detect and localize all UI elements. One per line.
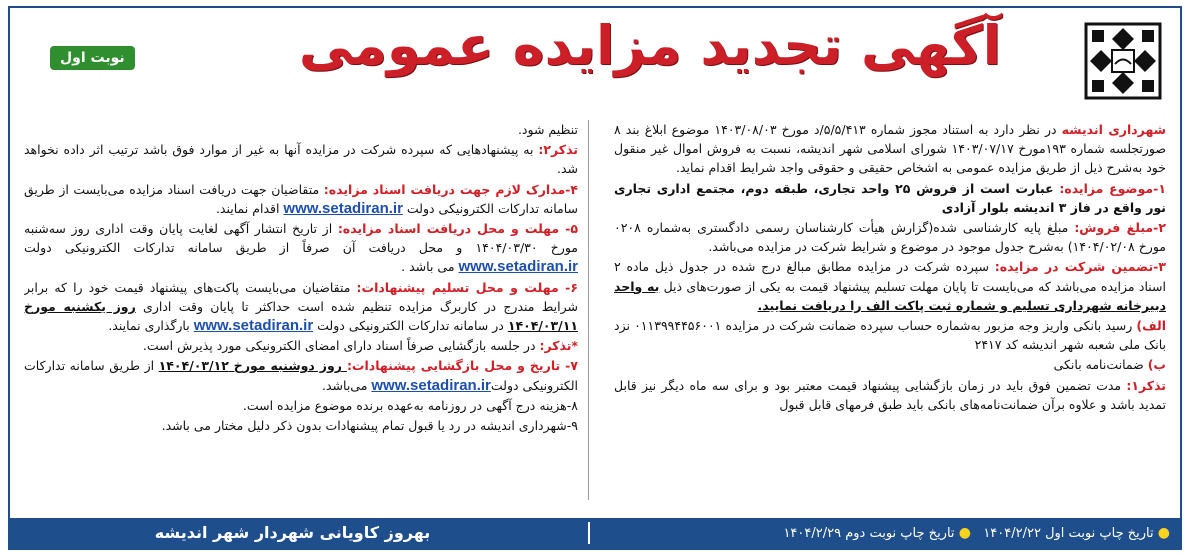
municipality-logo-icon bbox=[1084, 22, 1162, 100]
signature-note-paragraph bbox=[24, 336, 578, 355]
mayor-signature: بهروز کاویانی شهردار شهر اندیشه bbox=[154, 523, 431, 542]
note2-paragraph bbox=[24, 140, 578, 178]
note2-text: به پیشنهادهایی که سپرده شرکت در مزایده آنها به غیر از موارد فوق باشد ترتیب اثر داده نخواهد شد. bbox=[24, 142, 578, 177]
note1-label: تذکر۱: bbox=[1126, 377, 1166, 393]
opening-date: روز دوشنبه مورخ ۱۴۰۴/۰۳/۱۲ bbox=[158, 358, 347, 374]
bullet-icon: ● bbox=[1157, 525, 1170, 541]
rights-text: ۹-شهرداری اندیشه در رد یا قبول تمام پیشنهادات بدون ذکر دلیل مختار می باشد. bbox=[161, 418, 578, 434]
setadiran-link[interactable]: www.setadiran.ir bbox=[371, 376, 491, 394]
ad-body bbox=[10, 120, 1180, 518]
guarantee-label: ۳-تضمین شرکت در مزایده: bbox=[994, 259, 1166, 275]
option-b-text: ضمانت‌نامه بانکی bbox=[1053, 357, 1148, 373]
documents-label: ۴-مدارک لازم جهت دریافت اسناد مزایده: bbox=[323, 181, 579, 197]
footer-divider bbox=[588, 522, 590, 544]
continuation-paragraph bbox=[24, 120, 578, 139]
option-a-label: الف) bbox=[1136, 318, 1166, 334]
option-a-paragraph bbox=[614, 316, 1166, 354]
opening-tail: می‌باشد. bbox=[322, 377, 372, 393]
submission-label: ۶- مهلت و محل تسلیم پیشنهادات: bbox=[356, 279, 578, 295]
first-print-date: تاریخ چاپ نوبت اول ۱۴۰۴/۲/۲۲ bbox=[983, 526, 1154, 541]
setadiran-link[interactable]: www.setadiran.ir bbox=[193, 317, 314, 335]
cost-paragraph bbox=[24, 396, 578, 415]
documents-paragraph bbox=[24, 180, 578, 218]
first-round-badge: نوبت اول bbox=[50, 46, 135, 70]
submission-mid: در سامانه تدارکات الکترونیکی دولت bbox=[313, 318, 508, 334]
ad-header bbox=[10, 8, 1180, 120]
second-print-date: تاریخ چاپ نوبت دوم ۱۴۰۴/۲/۲۹ bbox=[783, 526, 955, 541]
continuation-text: تنظیم شود. bbox=[517, 122, 578, 137]
opening-text: از طریق سامانه تدارکات الکترونیکی دولت bbox=[24, 358, 578, 393]
print-dates bbox=[600, 518, 1180, 548]
ad-footer bbox=[10, 518, 1180, 548]
opening-label: ۷- تاریخ و محل بازگشایی پیشنهادات: bbox=[346, 358, 578, 374]
ad-frame bbox=[8, 6, 1182, 550]
left-column bbox=[24, 120, 584, 518]
rights-paragraph bbox=[24, 416, 578, 435]
price-label: ۲-مبلغ فروش: bbox=[1074, 220, 1166, 236]
deadline-docs-paragraph bbox=[24, 219, 578, 277]
subject-label: ۱-موضوع مزایده: bbox=[1059, 180, 1166, 196]
option-b-label: ب) bbox=[1147, 357, 1166, 373]
deadline-docs-tail: می باشد . bbox=[401, 259, 459, 275]
submission-paragraph bbox=[24, 278, 578, 336]
option-b-paragraph bbox=[614, 355, 1166, 374]
intro-text: در نظر دارد به استناد مجوز شماره ۵/۵/۴۱۳/د مورخ ۱۴۰۳/۰۸/۰۳ موضوع ابلاغ بند ۸ صورتجلسه شماره ۱۹۳مورخ ۱۴۰۳/۰۷/۱۷ شورای اسلامی شهر اندیشه، نسبت به فروش اموال غیر منقول خود به‌شرح ذیل از طریق مزایده عمومی به اشخاص حقیقی و حقوقی واجد شرایط اقدام نماید. bbox=[614, 122, 1166, 176]
ad-title: آگهی تجدید مزایده عمومی bbox=[298, 14, 1002, 77]
cost-text: ۸-هزینه درج آگهی در روزنامه به‌عهده برنده موضوع مزایده است. bbox=[242, 397, 578, 413]
note1-paragraph bbox=[614, 376, 1166, 414]
signature-note-text: در جلسه بازگشایی صرفاً اسناد دارای امضای الکترونیکی مورد پذیرش است. bbox=[142, 338, 540, 354]
signature-note-label: *تذکر: bbox=[539, 338, 578, 354]
setadiran-link[interactable]: www.setadiran.ir bbox=[283, 199, 403, 217]
price-paragraph bbox=[614, 218, 1166, 256]
guarantee-text: سپرده شرکت در مزایده مطابق مبالغ درج شده در جدول ذیل ماده ۲ اسناد مزایده می‌باشد که می‌بایست تا پایان مهلت تسلیم پیشنهاد قیمت به یکی از صورت‌های ذیل bbox=[614, 259, 1166, 294]
subject-text: عبارت است از فروش ۲۵ واحد تجاری، طبقه دوم، مجتمع اداری تجاری نور واقع در فاز ۳ اندیشه بلوار آزادی bbox=[614, 180, 1166, 215]
submission-date: روز یکشنبه مورخ ۱۴۰۴/۰۳/۱۱ bbox=[24, 298, 578, 334]
guarantee-paragraph bbox=[614, 257, 1166, 315]
right-column bbox=[608, 120, 1166, 518]
note2-label: تذکر۲: bbox=[538, 142, 578, 158]
deadline-docs-text: از تاریخ انتشار آگهی لغایت پایان وقت اداری روز سه‌شنبه مورخ ۱۴۰۴/۰۳/۳۰ و محل دریافت آن صرفاً از طریق سامانه تدارکات الکترونیکی دولت bbox=[24, 221, 579, 256]
municipality-name: شهرداری اندیشه bbox=[1061, 122, 1166, 137]
deadline-docs-label: ۵- مهلت و محل دریافت اسناد مزایده: bbox=[337, 221, 578, 237]
opening-paragraph bbox=[24, 356, 578, 394]
submission-tail: بارگذاری نمایند. bbox=[108, 318, 194, 334]
bullet-icon: ● bbox=[958, 525, 971, 541]
intro-paragraph bbox=[614, 120, 1166, 178]
subject-paragraph bbox=[614, 179, 1166, 217]
option-a-text: رسید بانکی واریز وجه مزبور به‌شماره حساب سپرده ضمانت شرکت در مزایده ۰۱۱۳۹۹۴۴۵۶۰۰۱ نزد بانک ملی شعبه شهر اندیشه کد ۲۴۱۷ bbox=[614, 318, 1166, 353]
documents-tail: اقدام نمایند. bbox=[215, 200, 284, 216]
guarantee-bold-text: به واحد دبیرخانه شهرداری تسلیم و شماره ثبت پاکت الف را دریافت نمایید. bbox=[614, 278, 1166, 313]
setadiran-link[interactable]: www.setadiran.ir bbox=[458, 258, 578, 276]
note1-text: مدت تضمین فوق باید در زمان بازگشایی پیشنهاد قیمت معتبر بود و برای سه ماه دیگر نیز قابل تمدید باشد و علاوه برآن ضمانت‌نامه‌های بانکی باید طبق فرمهای قابل قبول bbox=[614, 377, 1166, 412]
documents-text: متقاضیان جهت دریافت اسناد مزایده می‌بایست از طریق سامانه تدارکات الکترونیکی دولت bbox=[24, 181, 578, 216]
price-text: مبلغ پایه کارشناسی شده(گزارش هیأت کارشناسان رسمی دادگستری به‌شماره ۰۲۰۸ مورخ ۱۴۰۴/۰۲/۰۸) به‌شرح جدول موجود در موضوع و شرایط شرکت در مزایده می‌باشد. bbox=[614, 220, 1166, 255]
column-divider bbox=[588, 120, 589, 500]
submission-text: متقاضیان می‌بایست پاکت‌های پیشنهاد قیمت خود را که برابر شرایط مندرج در کاربرگ مزایده تنظیم شده است حداکثر تا پایان وقت اداری bbox=[24, 279, 578, 314]
